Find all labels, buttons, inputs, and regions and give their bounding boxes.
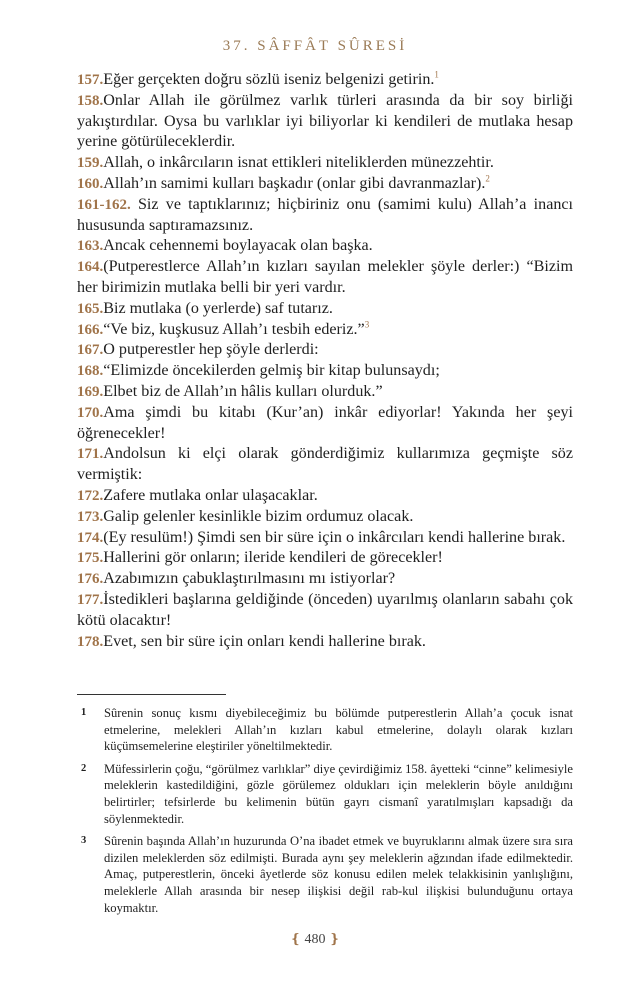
verse-text: “Ve biz, kuşkusuz Allah’ı tesbih ederiz.” [103,320,365,338]
verse [77,236,573,257]
verse [77,382,573,403]
verse-number: 158. [77,92,104,109]
verse-number: 175. [77,550,104,567]
verse-text: Galip gelenler kesinlikle bizim ordumuz olacak. [103,507,414,525]
verse-text: Biz mutlaka (o yerlerde) saf tutarız. [103,299,333,317]
verse-number: 161-162. [77,196,131,213]
verse-text: Allah, o inkârcıların isnat ettikleri niteliklerden münezzehtir. [103,154,494,172]
verse [77,91,573,153]
verse-number: 178. [77,633,104,650]
page-footer [0,931,630,948]
verse-number: 164. [77,259,104,276]
verse-number: 173. [77,508,104,525]
verse-text: Evet, sen bir süre için onları kendi hallerine bırak. [103,632,426,650]
verse-number: 171. [77,446,104,463]
verse [77,320,573,341]
verse-text: “Elimizde öncekilerden gelmiş bir kitap bulunsaydı; [103,362,440,380]
verse [77,444,573,486]
ornament-left-icon: ❴ [290,931,301,946]
verse [77,361,573,382]
verse-number: 157. [77,72,104,88]
verse-text: Azabımızın çabuklaştırılmasını mı istiyorlar? [103,570,396,588]
footnote-reference[interactable]: 3 [364,319,370,330]
verse-text: Siz ve taptıklarınız; hiçbiriniz onu (samimi kulu) Allah’a inancı hususunda saptıramazsınız. [77,195,573,234]
verse-number: 169. [77,383,104,400]
verse [77,403,573,445]
page-number: 480 [304,932,326,947]
footnote-text: Sûrenin sonuç kısmı diyebileceğimiz bu bölümde putperestlerin Allah’a çocuk isnat etmelerine, melekleri Allah’ın kızları kabul etmelerine, dolaylı olarak kızları küçümsemelerine eleştiriler yöneltilmektedir. [104,706,573,754]
verse-text: (Ey resulüm!) Şimdi sen bir süre için o inkârcıları kendi hallerine bırak. [103,528,566,546]
verse-number: 165. [77,300,104,317]
verse [77,632,573,653]
footnote-number: 2 [81,762,87,774]
footnote [77,761,573,827]
verse-text: Elbet biz de Allah’ın hâlis kulları olurduk.” [103,382,383,400]
verse-number: 167. [77,342,104,359]
verse-text: Hallerini gör onların; ileride kendileri de görecekler! [103,549,443,567]
footnote [77,833,573,916]
verse-text: (Putperestlerce Allah’ın kızları sayılan melekler şöyle derler:) “Bizim her birimizin mutlaka belli bir yeri vardır. [77,258,573,296]
footnote-number: 3 [81,835,87,847]
verse-text: Zafere mutlaka onlar ulaşacaklar. [103,486,318,504]
verse-list [77,70,573,652]
running-header: 37. SÂFFÂT SÛRESİ [222,38,408,54]
verse-text: Andolsun ki elçi olarak gönderdiğimiz kullarımıza geçmişte söz vermiştik: [77,445,573,484]
verse-number: 163. [77,238,104,255]
verse [77,486,573,507]
ornament-right-icon: ❵ [329,931,340,946]
verse [77,195,573,237]
verse [77,507,573,528]
verse-text: Ama şimdi bu kitabı (Kur’an) inkâr ediyorlar! Yakında her şeyi öğrenecekler! [77,403,573,442]
verse [77,569,573,590]
verse-text: Eğer gerçekten doğru sözlü iseniz belgenizi getirin. [103,71,435,88]
footnote-reference[interactable]: 2 [485,173,490,184]
verse-number: 176. [77,571,104,588]
footnote-reference[interactable]: 1 [434,69,439,80]
verse [77,70,573,91]
verse-number: 177. [77,591,104,608]
verse [77,528,573,549]
verse-number: 174. [77,529,104,546]
verse [77,174,573,195]
verse-text: Ancak cehennemi boylayacak olan başka. [103,237,373,255]
verse-number: 168. [77,363,104,380]
verse [77,257,573,299]
verse-text: İstedikleri başlarına geldiğinde (önceden) uyarılmış olanların sabahı çok kötü olacaktır! [77,590,573,629]
footnote-separator [77,694,226,695]
verse-number: 159. [77,155,104,172]
footnote [77,705,573,755]
verse [77,340,573,361]
verse [77,548,573,569]
verse-text: Onlar Allah ile görülmez varlık türleri arasında da bir soy birliği yakıştırdılar. Oysa bu varlıklar iyi biliyorlar ki kendileri de mutlaka hesap yerine götürüleceklerdir. [77,91,573,151]
footnote-number: 1 [81,707,87,718]
verse-number: 172. [77,487,104,504]
verse [77,299,573,320]
verse [77,590,573,632]
verse-number: 170. [77,404,104,421]
footnote-text: Müfessirlerin çoğu, “görülmez varlıklar” diye çevirdiğimiz 158. âyetteki “cinne” kelimesiyle meleklerin kastedildiğini, gözle görülemez oldukları için meleklerin böyle anıldığını belirtirler; tefsirlerde bu kelimenin bütün gayrı cismanî yaratılmışları kapsadığı da söylenmektedir. [104,761,573,826]
verse-text: Allah’ın samimi kulları başkadır (onlar gibi davranmazlar). [103,174,486,192]
verse [77,153,573,174]
footnotes [77,705,573,922]
footnote-text: Sûrenin başında Allah’ın huzurunda O’na ibadet etmek ve buyruklarını almak üzere sıra sıra dizilen meleklerden söz edilmişti. Burada aynı şey meleklerin ağzından ifade edilmektedir. Amaç, putperestlerin, önceki âyetlerde söz konusu edilen melek telakkisinin yanlışlığını, meleklerle Allah arasında bir nesep ilişkisi değil rab-kul ilişkisi bulunduğunu ortaya koymaktır. [104,834,573,915]
verse-number: 160. [77,175,104,192]
verse-number: 166. [77,321,104,338]
verse-text: O putperestler hep şöyle derlerdi: [103,341,319,359]
